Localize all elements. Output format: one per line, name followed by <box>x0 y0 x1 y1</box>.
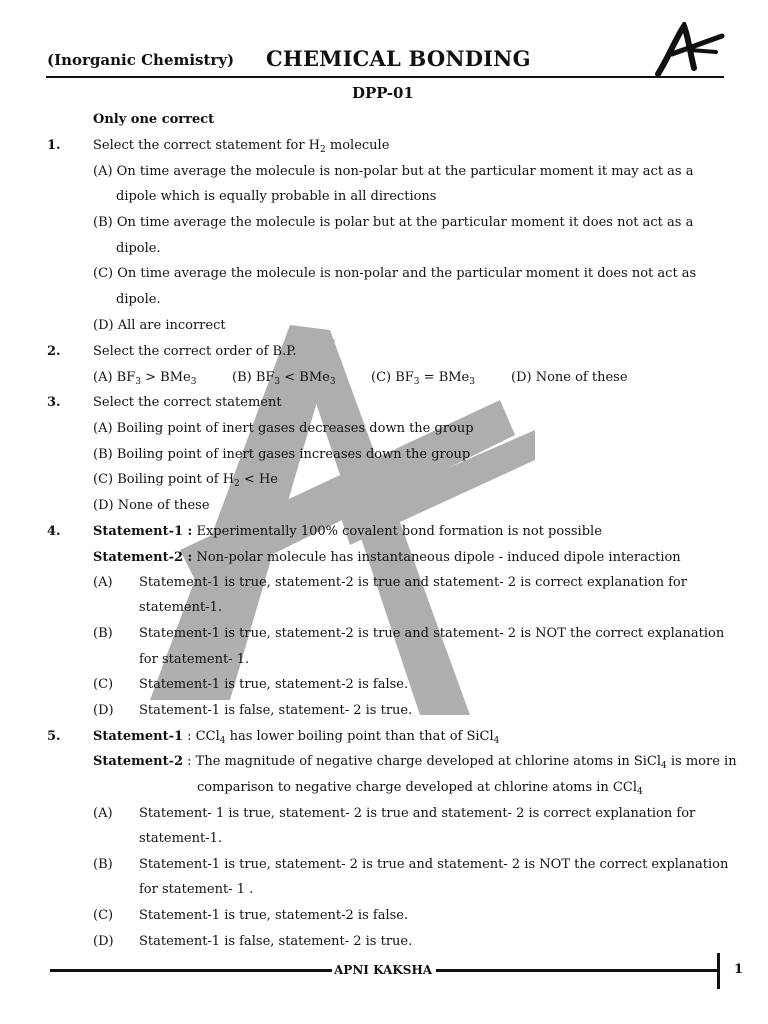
q1-option-d: (D) All are incorrect <box>93 318 226 333</box>
footer-brand: APNI KAKSHA <box>334 963 433 977</box>
q5-option-a-label: (A) <box>93 806 113 821</box>
footer-rule-left <box>50 969 332 972</box>
q5-option-c: Statement-1 is true, statement-2 is false. <box>139 908 409 923</box>
q5-option-b-line2: for statement- 1 . <box>139 882 254 897</box>
q2-option-b: (B) $BF_3 < BMe_3$ <box>232 370 336 387</box>
q5-statement-1: Statement-1 : CCl$_4$ has lower boiling point than that of SiCl$_4$ <box>93 729 500 746</box>
q2-option-a: (A) $BF_3 > BMe_3$ <box>93 370 197 387</box>
page-title: CHEMICAL BONDING <box>266 46 531 71</box>
q4-option-c: Statement-1 is true, statement-2 is false. <box>139 677 409 692</box>
q5-statement-2-line2: comparison to negative charge developed at chlorine atoms in CCl$_4$ <box>197 780 643 797</box>
q5-option-b-line1: Statement-1 is true, statement- 2 is true and statement- 2 is NOT the correct explanation <box>139 857 729 872</box>
q3-number: 3. <box>47 395 61 410</box>
sheet-label: DPP-01 <box>352 84 414 102</box>
q4-option-d-label: (D) <box>93 703 114 718</box>
q2-number: 2. <box>47 344 61 359</box>
q2-option-c: (C) $BF_3 = BMe_3$ <box>371 370 475 387</box>
q1-option-c-line1: (C) On time average the molecule is non-polar and the particular moment it does not act as <box>93 266 697 281</box>
q3-option-c: (C) Boiling point of $H_2 < He$ <box>93 472 278 489</box>
q4-option-b-line2: for statement- 1. <box>139 652 250 667</box>
header-rule <box>46 76 724 78</box>
q3-option-d: (D) None of these <box>93 498 210 513</box>
q5-number: 5. <box>47 729 61 744</box>
q1-option-b-line2: dipole. <box>116 241 161 256</box>
q4-number: 4. <box>47 524 61 539</box>
page-number: 1 <box>734 962 744 977</box>
subject-label: (Inorganic Chemistry) <box>47 51 235 69</box>
q1-option-b-line1: (B) On time average the molecule is polar but at the particular moment it does not act as a <box>93 215 694 230</box>
q2-stem: Select the correct order of B.P. <box>93 344 297 359</box>
q5-option-b-label: (B) <box>93 857 113 872</box>
q5-option-d-label: (D) <box>93 934 114 949</box>
q4-option-b-label: (B) <box>93 626 113 641</box>
footer-rule-right <box>436 969 718 972</box>
q2-option-d: (D) None of these <box>511 370 628 385</box>
q1-option-a-line1: (A) On time average the molecule is non-polar but at the particular moment it may act as a <box>93 164 694 179</box>
q3-option-a: (A) Boiling point of inert gases decreases down the group <box>93 421 474 436</box>
q1-option-c-line2: dipole. <box>116 292 161 307</box>
q3-option-b: (B) Boiling point of inert gases increases down the group <box>93 447 471 462</box>
section-label: Only one correct <box>93 112 215 127</box>
q4-option-d: Statement-1 is false, statement- 2 is true. <box>139 703 413 718</box>
q4-option-a-label: (A) <box>93 575 113 590</box>
q4-option-a-line2: statement-1. <box>139 600 222 615</box>
q4-option-a-line1: Statement-1 is true, statement-2 is true and statement- 2 is correct explanation for <box>139 575 687 590</box>
q4-statement-1: Statement-1 : Experimentally 100% covalent bond formation is not possible <box>93 524 602 539</box>
footer-page-divider <box>717 953 720 989</box>
q4-option-b-line1: Statement-1 is true, statement-2 is true and statement- 2 is NOT the correct explanation <box>139 626 725 641</box>
q1-number: 1. <box>47 138 61 153</box>
q4-statement-2: Statement-2 : Non-polar molecule has instantaneous dipole - induced dipole interaction <box>93 550 681 565</box>
apni-kaksha-logo-icon <box>650 22 730 78</box>
q5-option-a-line1: Statement- 1 is true, statement- 2 is true and statement- 2 is correct explanation for <box>139 806 696 821</box>
q5-option-a-line2: statement-1. <box>139 831 222 846</box>
q1-stem: Select the correct statement for $H_2$ molecule <box>93 138 390 155</box>
q5-statement-2-line1: Statement-2 : The magnitude of negative charge developed at chlorine atoms in SiCl$_4$ is more in <box>93 754 737 771</box>
q3-stem: Select the correct statement <box>93 395 282 410</box>
q1-option-a-line2: dipole which is equally probable in all directions <box>116 189 437 204</box>
q4-option-c-label: (C) <box>93 677 114 692</box>
q5-option-d: Statement-1 is false, statement- 2 is true. <box>139 934 413 949</box>
q5-option-c-label: (C) <box>93 908 114 923</box>
